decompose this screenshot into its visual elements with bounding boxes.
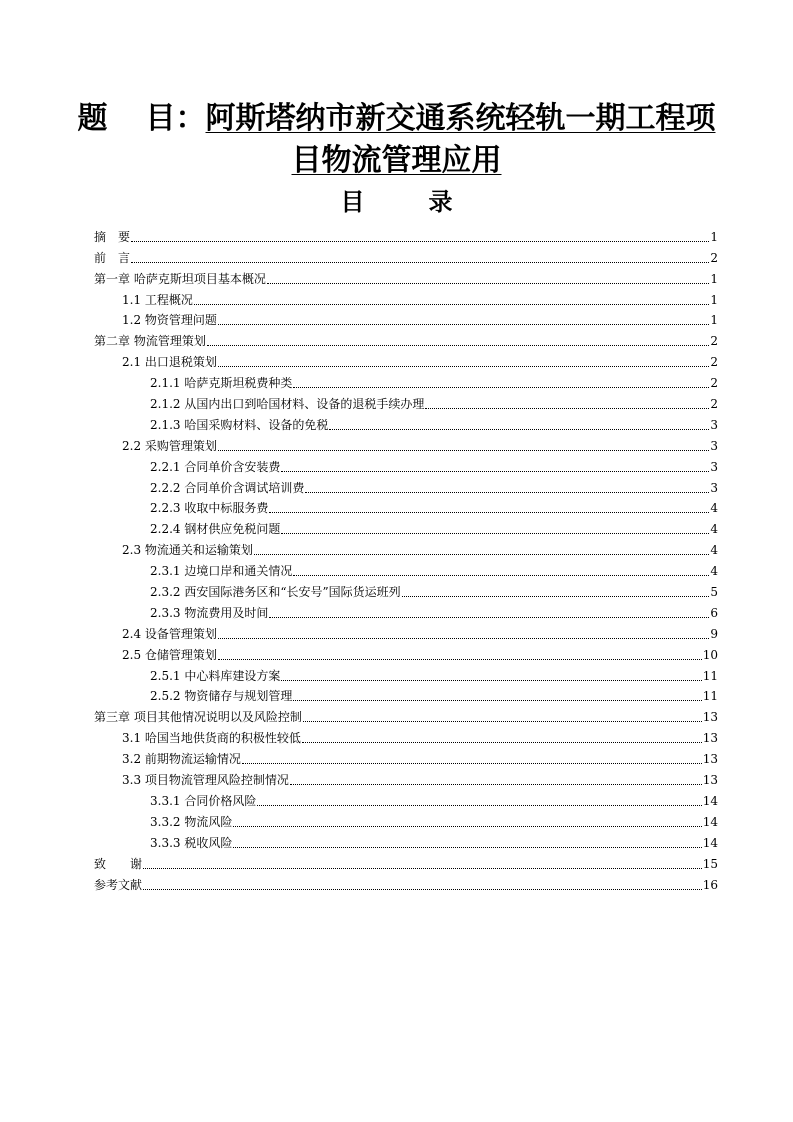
toc-entry-label: 2.2.3 收取中标服务费: [150, 501, 269, 516]
toc-entry[interactable]: [94, 620, 718, 641]
toc-entry-label: 3.3.3 税收风险: [150, 835, 233, 850]
toc-entry[interactable]: [94, 578, 718, 599]
toc-entry[interactable]: [94, 327, 718, 348]
toc-entry-page-number: 14: [702, 793, 718, 808]
toc-entry[interactable]: [94, 390, 718, 411]
toc-entry-page-number: 1: [710, 292, 718, 307]
toc-dot-leader: [233, 846, 701, 848]
toc-entry[interactable]: [94, 557, 718, 578]
toc-entry[interactable]: [94, 745, 718, 766]
toc-entry-page-number: 15: [702, 856, 718, 871]
toc-entry[interactable]: [94, 599, 718, 620]
toc-dot-leader: [293, 386, 709, 388]
toc-dot-leader: [302, 741, 702, 743]
toc-entry[interactable]: [94, 724, 718, 745]
toc-entry[interactable]: [94, 515, 718, 536]
toc-heading-a: 目: [340, 188, 365, 216]
toc-entry[interactable]: [94, 453, 718, 474]
toc-dot-leader: [281, 679, 701, 681]
toc-entry-page-number: 3: [710, 459, 718, 474]
toc-entry[interactable]: [94, 265, 718, 286]
toc-entry-label: 2.5 仓储管理策划: [122, 647, 217, 662]
toc-dot-leader: [269, 511, 709, 513]
toc-entry[interactable]: [94, 307, 718, 328]
title-prefix-b: 目：: [145, 101, 206, 136]
toc-dot-leader: [267, 282, 710, 284]
toc-entry-page-number: 11: [702, 668, 718, 683]
toc-entry[interactable]: [94, 286, 718, 307]
toc-dot-leader: [131, 240, 709, 242]
toc-dot-leader: [218, 323, 709, 325]
toc-entry-page-number: 13: [702, 773, 718, 788]
toc-entry-label: 1.1 工程概况: [122, 292, 193, 307]
toc-entry-label: 3.1 哈国当地供货商的积极性较低: [122, 731, 301, 746]
title-line-1: [60, 98, 733, 140]
toc-entry-label: 2.3.1 边境口岸和通关情况: [150, 564, 293, 579]
toc-entry-page-number: 13: [702, 752, 718, 767]
toc-dot-leader: [293, 699, 701, 701]
toc-entry-label: 前 言: [94, 250, 131, 265]
toc-entry-label: 参考文献: [94, 877, 143, 892]
toc-dot-leader: [281, 532, 709, 534]
toc-entry-label: 3.3.1 合同价格风险: [150, 793, 257, 808]
toc-entry[interactable]: [94, 348, 718, 369]
toc-entry[interactable]: [94, 829, 718, 850]
toc-entry[interactable]: [94, 808, 718, 829]
title-line-2: 目物流管理应用: [291, 143, 502, 178]
toc-entry-page-number: 9: [710, 626, 718, 641]
toc-dot-leader: [218, 658, 702, 660]
toc-entry-page-number: 4: [710, 522, 718, 537]
toc-dot-leader: [233, 825, 701, 827]
toc-entry-label: 2.2.4 钢材供应免税问题: [150, 522, 281, 537]
toc-entry[interactable]: [94, 683, 718, 704]
toc-entry-page-number: 11: [702, 689, 718, 704]
toc-entry-page-number: 4: [710, 501, 718, 516]
toc-entry-label: 2.1.1 哈萨克斯坦税费种类: [150, 376, 293, 391]
toc-dot-leader: [293, 574, 709, 576]
toc-heading: [0, 186, 793, 218]
toc-dot-leader: [425, 407, 709, 409]
toc-entry-label: 摘 要: [94, 229, 131, 244]
toc-entry-label: 3.2 前期物流运输情况: [122, 752, 241, 767]
toc-dot-leader: [131, 261, 709, 263]
toc-entry-page-number: 1: [710, 229, 718, 244]
toc-entry-label: 2.1.3 哈国采购材料、设备的免税: [150, 417, 329, 432]
toc-entry-page-number: 3: [710, 480, 718, 495]
toc-dot-leader: [218, 449, 709, 451]
toc-entry-page-number: 2: [710, 334, 718, 349]
toc-dot-leader: [254, 553, 709, 555]
toc-entry-label: 2.1 出口退税策划: [122, 355, 217, 370]
toc-entry-label: 第一章 哈萨克斯坦项目基本概况: [94, 271, 266, 286]
title-line-1-text: 阿斯塔纳市新交通系统轻轨一期工程项: [205, 101, 716, 136]
toc-entry-page-number: 2: [710, 250, 718, 265]
toc-entry-label: 1.2 物资管理问题: [122, 313, 217, 328]
toc-entry-label: 2.5.2 物资储存与规划管理: [150, 689, 293, 704]
toc-entry[interactable]: [94, 369, 718, 390]
toc-entry-label: 2.3.2 西安国际港务区和“长安号”国际货运班列: [150, 585, 401, 600]
toc-dot-leader: [281, 470, 709, 472]
toc-entry[interactable]: [94, 536, 718, 557]
toc-entry[interactable]: [94, 850, 718, 871]
toc-entry-label: 2.3 物流通关和运输策划: [122, 543, 253, 558]
toc-entry-page-number: 2: [710, 355, 718, 370]
toc-entry[interactable]: [94, 662, 718, 683]
toc-entry-page-number: 13: [702, 731, 718, 746]
toc-dot-leader: [290, 783, 702, 785]
toc-entry-label: 第三章 项目其他情况说明以及风险控制: [94, 710, 302, 725]
toc-entry[interactable]: [94, 474, 718, 495]
toc-entry-label: 第二章 物流管理策划: [94, 334, 206, 349]
toc-entry-label: 2.4 设备管理策划: [122, 626, 217, 641]
toc-entry-page-number: 16: [702, 877, 718, 892]
toc-dot-leader: [269, 616, 709, 618]
toc-entry[interactable]: [94, 871, 718, 892]
toc-dot-leader: [143, 867, 702, 869]
title-prefix-a: 题: [77, 101, 108, 136]
toc-entry-page-number: 14: [702, 835, 718, 850]
toc-entry-label: 2.3.3 物流费用及时间: [150, 605, 269, 620]
toc-dot-leader: [218, 365, 709, 367]
toc-entry-page-number: 13: [702, 710, 718, 725]
toc-entry[interactable]: [94, 703, 718, 724]
toc-dot-leader: [194, 303, 709, 305]
toc-entry-page-number: 14: [702, 814, 718, 829]
toc-entry[interactable]: [94, 787, 718, 808]
toc-dot-leader: [305, 491, 709, 493]
document-title: [60, 98, 733, 182]
toc-entry-page-number: 4: [710, 564, 718, 579]
toc-entry[interactable]: [94, 244, 718, 265]
toc-entry-page-number: 6: [710, 605, 718, 620]
toc-entry-label: 3.3 项目物流管理风险控制情况: [122, 773, 289, 788]
toc-heading-b: 录: [428, 188, 453, 216]
toc-dot-leader: [329, 428, 709, 430]
toc-dot-leader: [242, 762, 702, 764]
toc-entry[interactable]: [94, 641, 718, 662]
toc-entry-label: 3.3.2 物流风险: [150, 814, 233, 829]
toc-entry[interactable]: [94, 432, 718, 453]
toc-entry-label: 致 谢: [94, 856, 143, 871]
toc-entry-label: 2.5.1 中心料库建设方案: [150, 668, 281, 683]
toc-entry-page-number: 3: [710, 438, 718, 453]
toc-entry-page-number: 10: [702, 647, 718, 662]
toc-entry[interactable]: [94, 411, 718, 432]
toc-entry-label: 2.1.2 从国内出口到哈国材料、设备的退税手续办理: [150, 397, 425, 412]
toc-entry-label: 2.2.1 合同单价含安装费: [150, 459, 281, 474]
toc-entry[interactable]: [94, 223, 718, 244]
toc-dot-leader: [402, 595, 710, 597]
toc-dot-leader: [218, 637, 709, 639]
toc-entry-page-number: 1: [710, 271, 718, 286]
toc-entry-page-number: 3: [710, 417, 718, 432]
toc-entry[interactable]: [94, 495, 718, 516]
toc-entry-page-number: 2: [710, 397, 718, 412]
toc-dot-leader: [143, 888, 702, 890]
toc-dot-leader: [257, 804, 701, 806]
toc-dot-leader: [207, 344, 710, 346]
toc-entry-page-number: 4: [710, 543, 718, 558]
toc-entry-page-number: 2: [710, 376, 718, 391]
toc-entry[interactable]: [94, 766, 718, 787]
toc-entry-label: 2.2 采购管理策划: [122, 438, 217, 453]
table-of-contents: [94, 223, 718, 892]
toc-entry-page-number: 5: [710, 585, 718, 600]
toc-entry-label: 2.2.2 合同单价含调试培训费: [150, 480, 305, 495]
toc-entry-page-number: 1: [710, 313, 718, 328]
toc-dot-leader: [303, 720, 702, 722]
